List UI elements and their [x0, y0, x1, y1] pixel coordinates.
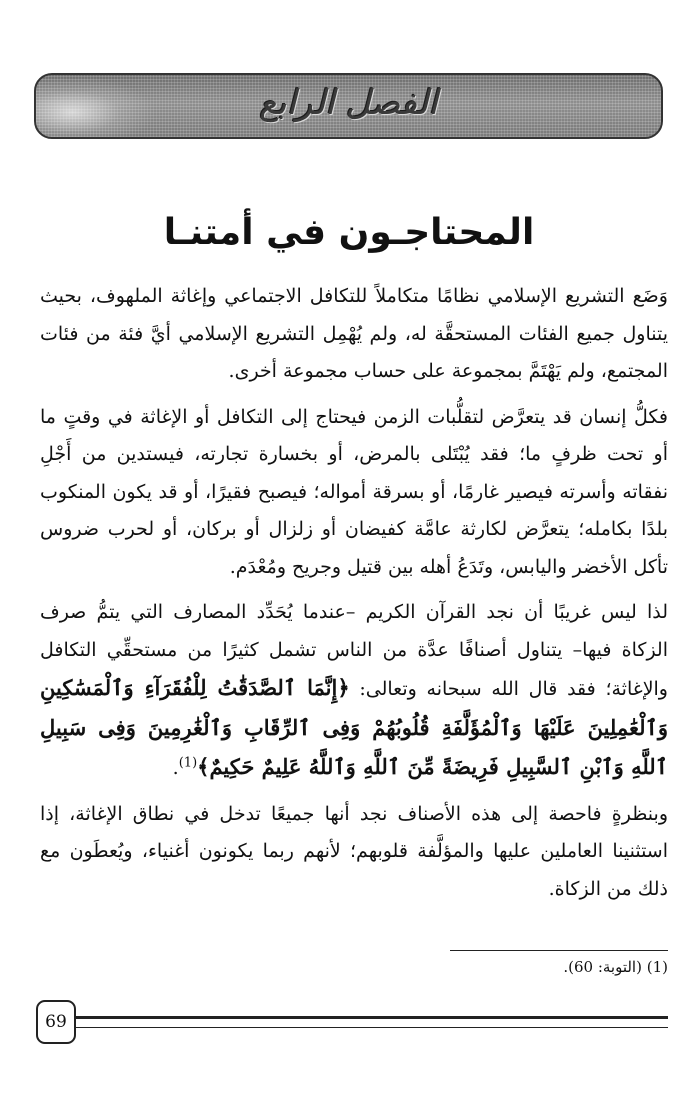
- quran-verse: ﴿إِنَّمَا ٱلصَّدَقَٰتُ لِلْفُقَرَآءِ وَٱلْمَسَٰكِينِ وَٱلْعَٰمِلِينَ عَلَيْهَا وَٱلْمُؤَلَّفَةِ قُلُوبُهُمْ وَفِى ٱلرِّقَابِ وَٱلْغَٰرِمِينَ وَفِى سَبِيلِ ٱللَّهِ وَٱبْنِ ٱلسَّبِيلِ فَرِيضَةً مِّنَ ٱللَّهِ وَٱللَّهُ عَلِيمٌ حَكِيمٌ﴾: [40, 675, 668, 779]
- body-text: [40, 278, 668, 916]
- footnote: [28, 958, 668, 976]
- page-number: 69: [36, 1000, 76, 1044]
- paragraph-3-text: لذا ليس غريبًا أن نجد القرآن الكريم –عندما يُحَدِّد المصارف التي يتمُّ صرف الزكاة فيها– يتناول أصنافًا عدَّة من الناس تشمل كثيرًا من مستحقِّي التكافل والإغاثة؛ فقد قال الله سبحانه وتعالى:: [40, 601, 668, 700]
- footnote-text: (التوبة: 60).: [563, 958, 642, 976]
- paragraph-4: وبنظرةٍ فاحصة إلى هذه الأصناف نجد أنها جميعًا تدخل في نطاق الإغاثة، إذا استثنينا العاملين عليها والمؤلَّفة قلوبهم؛ لأنهم ربما يكونون أغنياء، ويُعطَون مع ذلك من الزكاة.: [40, 802, 668, 900]
- footnote-divider: [450, 950, 668, 951]
- chapter-title: الفصل الرابع: [259, 83, 438, 123]
- paragraph-2: فكلُّ إنسان قد يتعرَّض لتقلُّبات الزمن فيحتاج إلى التكافل أو الإغاثة في وقتٍ ما أو تحت ظرفٍ ما؛ فقد يُبْتَلى بالمرض، أو بخسارة تجارته، فيستدين من أَجْلِ نفقاته وأسرته فيصير غارمًا، أو بسرقة أمواله؛ فيصبح فقيرًا، أو قد يكون المنكوب بلدًا بكامله؛ يتعرَّض لكارثة عامَّة كفيضان أو زلزال أو بركان، أو لحرب ضروس تأكل الأخضر واليابس، وتَدَعُ أهله بين قتيل وجريح ومُعْدَم.: [40, 405, 668, 578]
- paragraph-3-end: .: [172, 757, 179, 779]
- paragraph-3: [40, 594, 668, 788]
- page-title: المحتاجـون في أمتنـا: [163, 212, 535, 253]
- footnote-marker: (1): [646, 958, 668, 976]
- footnote-reference: (1): [178, 755, 198, 771]
- paragraph-1: وَضَع التشريع الإسلامي نظامًا متكاملاً للتكافل الاجتماعي وإغاثة الملهوف، بحيث يتناول جميع الفئات المستحقَّة له، ولم يُهْمِل التشريع الإسلامي أيَّ فئة من فئات المجتمع، ولم يَهْتَمَّ بمجموعة على حساب مجموعة أخرى.: [40, 285, 668, 382]
- chapter-banner: [34, 73, 663, 139]
- page-bottom-rule: [76, 1016, 668, 1028]
